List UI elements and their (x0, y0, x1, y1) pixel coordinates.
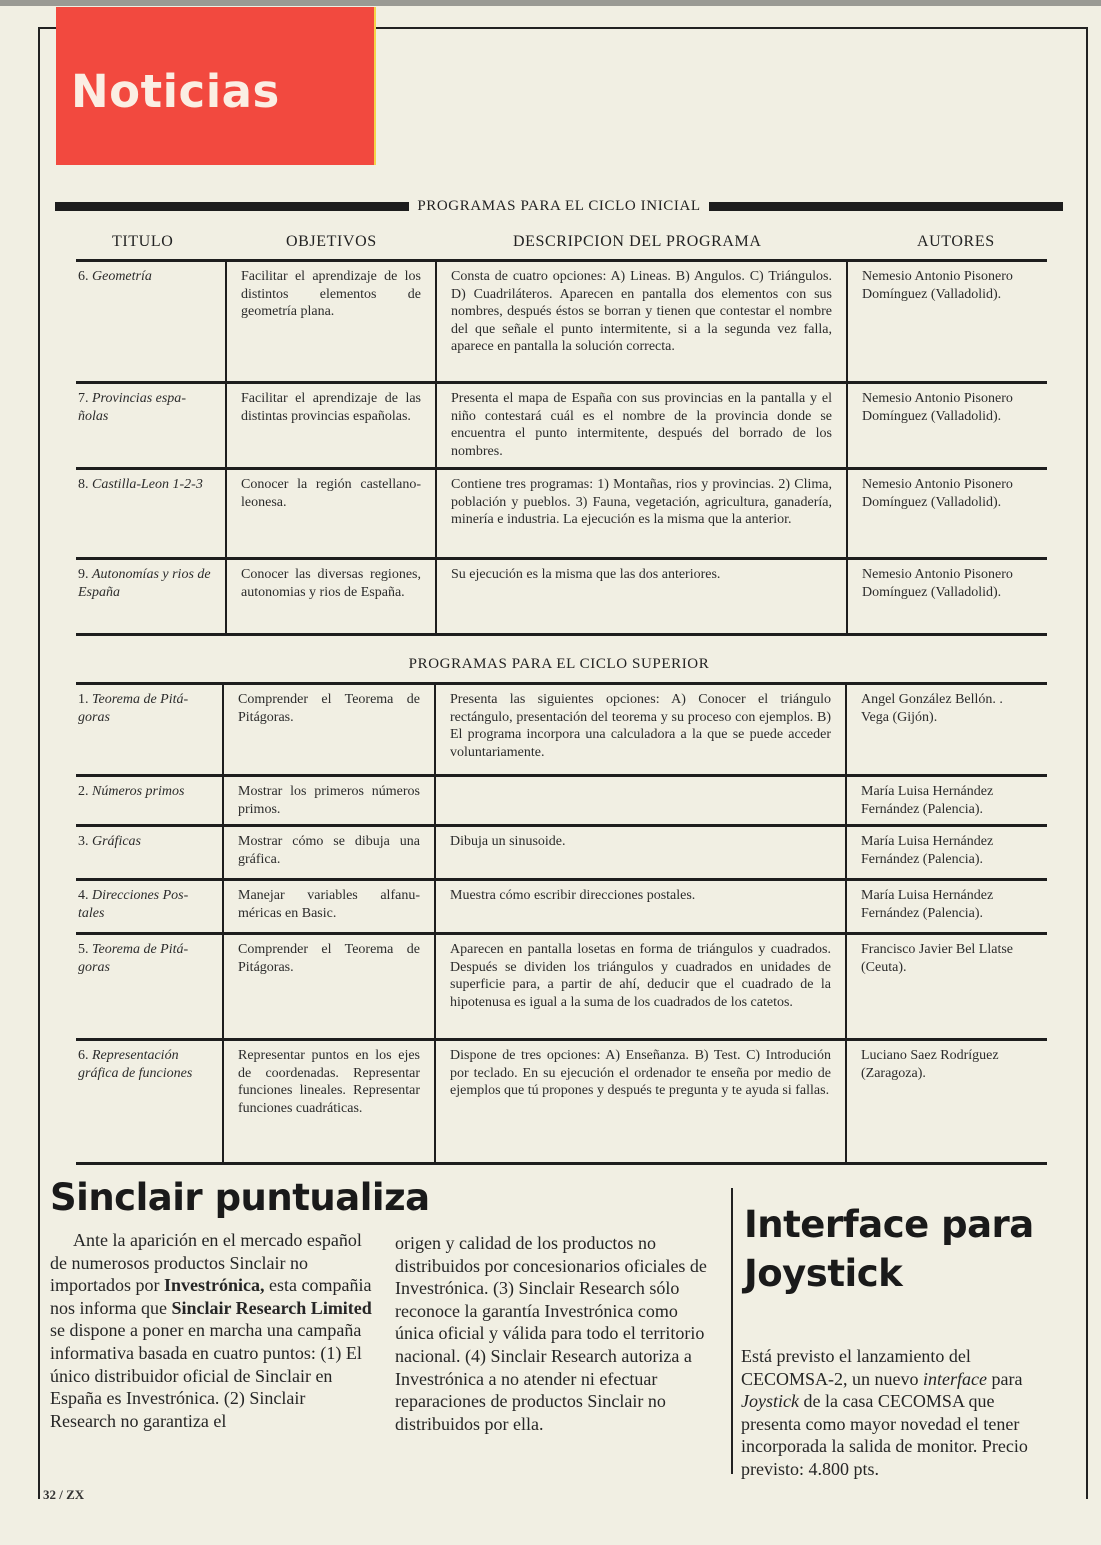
cell-objetivo: Facilitar el aprendizaje de los distintos elementos de geometría plana. (226, 261, 436, 383)
sinclair-column-1 (50, 1229, 374, 1432)
cell-descripcion: Aparecen en pantalla losetas en forma de triángulos y cuadrados. Después se dividen los triángulos y cuadrados en unidades de superficie para, a partir de ahí, deducir que el cuadrado de la hipotenusa es igual a la suma de los cuadrados de los catetos. (435, 934, 846, 1040)
cell-titulo (76, 934, 223, 1040)
cell-descripcion: Dispone de tres opciones: A) Enseñanza. B) Test. C) Introdución por teclado. En su ejecución el ordenador te enseña por medio de ejemplos que tú propones y después te pregunta y te ayuda si fallas. (435, 1040, 846, 1164)
program-title: Números primos (92, 784, 185, 799)
program-number: 1. (78, 692, 89, 707)
program-number: 8. (78, 477, 89, 492)
cell-titulo (76, 1040, 223, 1164)
column-header-objetivos: OBJETIVOS (286, 233, 377, 250)
cell-descripcion: Muestra cómo escribir direcciones postales. (435, 880, 846, 934)
program-title: Geometría (92, 269, 152, 284)
joystick-text: Está previsto el lanzamiento del CECOMSA-2, un nuevo (741, 1346, 971, 1389)
table-row (76, 469, 1047, 559)
ciclo-superior-heading-text: PROGRAMAS PARA EL CICLO SUPERIOR (408, 655, 710, 672)
table-row (76, 826, 1047, 880)
section-tag (56, 7, 376, 165)
table-row (76, 559, 1047, 635)
column-divider (731, 1188, 733, 1474)
cell-descripcion: Consta de cuatro opciones: A) Lineas. B) Angulos. C) Triángulos. D) Cuadriláteros. Aparecen en pantalla dos elementos con sus nombres, después éstos se borran y tienen que contestar el nombre del que señale el punto intermitente, si a la segunda vez falla, aparece en pantalla la solución correcta. (436, 261, 847, 383)
cell-objetivo: Comprender el Teorema de Pitágoras. (223, 684, 435, 776)
page-footer: 32 / ZX (43, 1487, 85, 1502)
cell-descripcion: Presenta las siguientes opciones: A) Conocer el triángulo rectángulo, presentación del teorema y su proceso con ejemplos. B) El programa incorpora una calculadora a la que se puede acceder voluntariamente. (435, 684, 846, 776)
section-tag-label: Noticias (71, 65, 280, 118)
joystick-text: de la casa CECOMSA que presenta como mayor novedad el tener incorporada la salida de monitor. Precio previsto: 4.800 pts. (741, 1391, 1028, 1479)
column-header-descripcion: DESCRIPCION DEL PROGRAMA (513, 233, 762, 250)
program-number: 6. (78, 269, 89, 284)
cell-autor: Luciano Saez Rodríguez (Zaragoza). (846, 1040, 1047, 1164)
program-title: Representación gráfica de funciones (78, 1048, 193, 1081)
cell-objetivo: Facilitar el aprendizaje de las distintas provincias españolas. (226, 383, 436, 469)
cell-objetivo: Comprender el Teorema de Pitágoras. (223, 934, 435, 1040)
cell-autor: María Luisa Hernández Fernández (Palencia). (846, 826, 1047, 880)
cell-titulo (76, 261, 226, 383)
program-number: 4. (78, 888, 89, 903)
column-header-titulo: TITULO (112, 233, 174, 250)
cell-autor: Nemesio Antonio Pisonero Domínguez (Valladolid). (847, 383, 1047, 469)
cell-titulo (76, 684, 223, 776)
program-title: Autonomías y rios de España (78, 567, 211, 600)
program-number: 5. (78, 942, 89, 957)
sinclair-text: Ante la aparición en el mercado español de numerosos productos Sinclair no importados por (50, 1230, 362, 1296)
cell-objetivo: Mostrar los primeros números primos. (223, 776, 435, 826)
joystick-italic: Joystick (741, 1391, 799, 1412)
program-title: Teorema de Pitágoras (78, 692, 189, 725)
table-row (76, 261, 1047, 383)
program-number: 7. (78, 391, 89, 406)
heading-rule (55, 202, 409, 211)
ciclo-inicial-table (76, 259, 1047, 636)
table-row (76, 684, 1047, 776)
table-row (76, 934, 1047, 1040)
column-header-autores: AUTORES (917, 233, 995, 250)
sinclair-column-2: origen y calidad de los productos no distribuidos por concesionarios oficiales de Investrónica. (3) Sinclair Research sólo reconoce la garantía Investrónica como única oficial y válida para todo el territorio nacional. (4) Sinclair Research autoriza a Investrónica a no atender ni efectuar reparaciones de productos Sinclair no distribuidos por ella. (395, 1233, 707, 1434)
cell-titulo (76, 469, 226, 559)
cell-autor: Francisco Javier Bel Llatse (Ceuta). (846, 934, 1047, 1040)
cell-autor: Nemesio Antonio Pisonero Domínguez (Valladolid). (847, 469, 1047, 559)
joystick-headline-line1: Interface para (744, 1203, 1034, 1246)
heading-rule (709, 202, 1063, 211)
table-row (76, 1040, 1047, 1164)
program-number: 3. (78, 834, 89, 849)
program-number: 6. (78, 1048, 89, 1063)
cell-descripcion: Su ejecución es la misma que las dos anteriores. (436, 559, 847, 635)
cell-titulo (76, 880, 223, 934)
cell-titulo (76, 776, 223, 826)
cell-descripcion (435, 776, 846, 826)
program-title: Provincias españolas (78, 391, 186, 424)
sinclair-text: esta compañia nos informa que (50, 1275, 372, 1318)
page-top-edge (0, 0, 1101, 6)
table-row (76, 880, 1047, 934)
program-number: 2. (78, 784, 89, 799)
cell-titulo (76, 826, 223, 880)
program-title: Teorema de Pitágoras (78, 942, 189, 975)
cell-autor: Nemesio Antonio Pisonero Domínguez (Valladolid). (847, 559, 1047, 635)
joystick-headline (744, 1200, 1034, 1298)
table-row (76, 383, 1047, 469)
sinclair-bold-research: Sinclair Research Limited (171, 1297, 372, 1318)
cell-autor: Nemesio Antonio Pisonero Domínguez (Valladolid). (847, 261, 1047, 383)
ciclo-inicial-heading (55, 196, 1063, 216)
cell-objetivo: Conocer la región castellano-leonesa. (226, 469, 436, 559)
program-number: 9. (78, 567, 89, 582)
cell-autor: María Luisa Hernández Fernández (Palencia). (846, 880, 1047, 934)
sinclair-bold-investronica: Investrónica, (164, 1275, 265, 1296)
cell-objetivo: Representar puntos en los ejes de coordenadas. Representar funciones lineales. Representar funciones cuadráticas. (223, 1040, 435, 1164)
cell-objetivo: Manejar variables alfanuméricas en Basic. (223, 880, 435, 934)
cell-descripcion: Contiene tres programas: 1) Montañas, rios y provincias. 2) Clima, población y pueblos. 3) Fauna, vegetación, agricultura, ganadería, minería e industria. La ejecución es la misma que la anterior. (436, 469, 847, 559)
cell-titulo (76, 559, 226, 635)
joystick-headline-line2: Joystick (744, 1252, 903, 1295)
table-row (76, 776, 1047, 826)
sinclair-headline: Sinclair puntualiza (50, 1176, 430, 1219)
cell-descripcion: Presenta el mapa de España con sus provincias en la pantalla y el niño contestará cuál es el nombre de la provincia donde se encuentra el punto intermitente, después del borrado de los nombres. (436, 383, 847, 469)
program-title: Castilla-Leon 1-2-3 (92, 477, 203, 492)
program-title: Gráficas (92, 834, 141, 849)
joystick-italic: interface (923, 1368, 987, 1389)
ciclo-inicial-heading-text: PROGRAMAS PARA EL CICLO INICIAL (417, 197, 701, 214)
joystick-body (741, 1345, 1051, 1481)
cell-autor: Angel González Bellón. . Vega (Gijón). (846, 684, 1047, 776)
ciclo-superior-table (76, 682, 1047, 1165)
cell-descripcion: Dibuja un sinusoide. (435, 826, 846, 880)
joystick-text: para (987, 1368, 1023, 1389)
sinclair-text: se dispone a poner en marcha una campaña informativa basada en cuatro puntos: (1) El único distribuidor oficial de Sinclair en España es Investrónica. (2) Sinclair Research no garantiza el (50, 1320, 362, 1431)
cell-objetivo: Conocer las diversas regiones, autonomias y rios de España. (226, 559, 436, 635)
program-title: Direcciones Postales (78, 888, 189, 921)
ciclo-superior-heading (55, 654, 1063, 674)
cell-titulo (76, 383, 226, 469)
cell-objetivo: Mostrar cómo se dibuja una gráfica. (223, 826, 435, 880)
cell-autor: María Luisa Hernández Fernández (Palencia). (846, 776, 1047, 826)
